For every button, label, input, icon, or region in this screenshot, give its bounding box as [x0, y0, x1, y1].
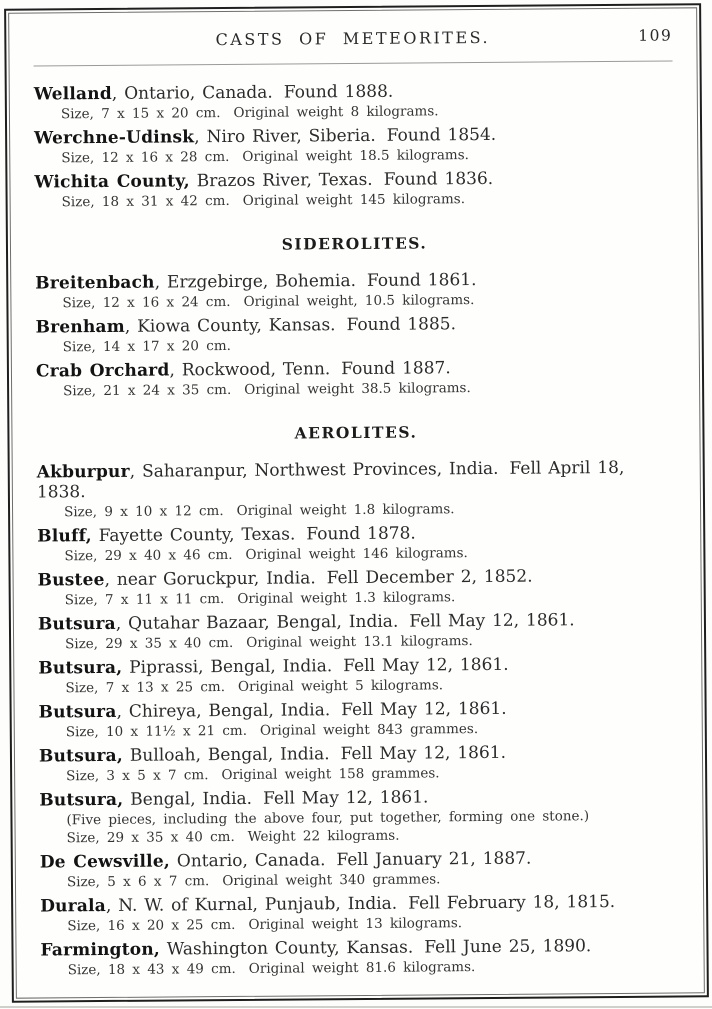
entry-weight: Original weight 18.5 kilograms. — [242, 147, 469, 165]
entry-location: , Kiowa County, Kansas. — [124, 315, 336, 337]
entry-heading-line — [40, 847, 679, 872]
meteorite-entry — [40, 935, 679, 978]
entry-location: , Saharanpur, Northwest Provinces, India. — [129, 458, 499, 482]
entry-heading-line — [39, 697, 678, 722]
entry-date: Fell May 12, 1861. — [340, 742, 507, 765]
entry-detail-line — [66, 763, 678, 784]
entry-date: Fell May 12, 1861. — [409, 610, 575, 632]
entry-location: , Niro River, Siberia. — [194, 125, 376, 148]
entry-weight: Original weight 1.3 kilograms. — [237, 589, 456, 607]
entry-detail-line — [63, 378, 675, 399]
entry-heading-line — [37, 521, 676, 546]
meteorite-entry — [38, 653, 677, 696]
entry-detail-line — [62, 290, 674, 311]
entry-size: Size, 12 x 16 x 24 cm. — [62, 293, 231, 312]
entry-name: Brenham — [35, 316, 125, 338]
entry-heading-line — [37, 457, 676, 502]
entry-heading-line — [34, 80, 673, 105]
entry-name: Butsura — [37, 613, 116, 635]
entry-name: Crab Orchard — [35, 360, 170, 382]
meteorite-entry — [37, 521, 676, 564]
entry-heading-line — [39, 785, 678, 810]
entry-weight: Original weight 1.8 kilograms. — [236, 501, 455, 519]
section-heading-siderolites: SIDEROLITES. — [281, 233, 428, 254]
header-rule — [34, 61, 673, 67]
entry-detail-line — [65, 587, 677, 608]
entry-name: Bustee — [37, 569, 105, 591]
entry-location: , Qutahar Bazaar, Bengal, India. — [115, 611, 399, 634]
meteorite-entry — [36, 356, 675, 399]
entry-date: Fell January 21, 1887. — [336, 848, 532, 871]
entry-weight: Original weight 13.1 kilograms. — [246, 633, 473, 651]
entry-date: Fell May 12, 1861. — [341, 698, 507, 721]
entry-date: Fell May 12, 1861. — [343, 654, 509, 677]
meteorite-entry — [40, 891, 679, 934]
entry-weight: Original weight 8 kilograms. — [233, 103, 439, 121]
entry-weight: Original weight 843 grammes. — [259, 721, 479, 739]
page-number: 109 — [638, 26, 673, 45]
entry-size: Size, 29 x 35 x 40 cm. — [66, 828, 235, 847]
entry-detail-line — [68, 957, 680, 978]
entry-weight: Weight 22 kilograms. — [247, 827, 400, 845]
entry-detail-line — [66, 719, 678, 740]
entry-size: Size, 14 x 17 x 20 cm. — [62, 337, 231, 356]
entry-name: Werchne-Udinsk — [34, 127, 195, 149]
entry-heading-line — [36, 356, 675, 381]
entry-size: Size, 10 x 11½ x 21 cm. — [65, 722, 248, 741]
meteorite-list — [34, 80, 680, 979]
entry-date: Fell February 18, 1815. — [408, 891, 616, 914]
entry-size: Size, 29 x 35 x 40 cm. — [65, 634, 234, 653]
entry-location: , near Goruckpur, India. — [104, 568, 316, 590]
section-heading-aerolites: AEROLITES. — [294, 422, 418, 443]
entry-detail-line — [64, 499, 676, 520]
entry-weight: Original weight 81.6 kilograms. — [248, 959, 476, 977]
entry-weight: Original weight, 10.5 kilograms. — [243, 292, 475, 310]
entry-location: , N. W. of Kurnal, Punjaub, India. — [105, 893, 398, 916]
entry-date: Found 1836. — [383, 168, 494, 190]
entry-detail-line — [61, 102, 673, 123]
entry-heading-line — [36, 312, 675, 337]
entry-location: Piprassi, Bengal, India. — [122, 656, 333, 678]
entry-heading-line — [40, 935, 679, 960]
entry-size: Size, 16 x 20 x 25 cm. — [67, 916, 236, 935]
entry-weight: Original weight 340 grammes. — [222, 871, 441, 890]
entry-detail-line — [65, 675, 677, 696]
page-header — [33, 26, 672, 53]
entry-location: , Ontario, Canada. — [111, 82, 273, 104]
meteorite-entry — [34, 168, 673, 211]
scan-edge — [0, 1006, 712, 1008]
entry-name: Wichita County, — [34, 171, 190, 193]
meteorite-entry — [38, 609, 677, 652]
entry-size: Size, 21 x 24 x 35 cm. — [63, 381, 232, 400]
entry-heading-line — [38, 653, 677, 678]
entry-detail-line — [64, 543, 676, 564]
entry-location: Washington County, Kansas. — [159, 937, 414, 960]
entry-location: Bulloah, Bengal, India. — [122, 744, 330, 766]
entry-date: Found 1887. — [341, 358, 451, 380]
entry-date: Fell December 2, 1852. — [326, 566, 533, 589]
entry-size: Size, 7 x 11 x 11 cm. — [64, 591, 225, 609]
entry-weight: Original weight 13 kilograms. — [248, 915, 463, 933]
meteorite-entry — [39, 785, 678, 846]
entry-location: Fayette County, Texas. — [91, 524, 296, 547]
entry-size: Size, 9 x 10 x 12 cm. — [64, 503, 224, 521]
entry-size: Size, 7 x 15 x 20 cm. — [60, 105, 221, 123]
entry-date: Found 1878. — [306, 523, 416, 545]
entry-weight: Original weight 5 kilograms. — [237, 677, 444, 695]
page-content — [9, 8, 704, 997]
entry-size: Size, 12 x 16 x 28 cm. — [61, 148, 230, 167]
entry-size: Size, 3 x 5 x 7 cm. — [66, 767, 209, 785]
entry-heading-line — [38, 565, 677, 590]
entry-name: Durala — [40, 895, 106, 917]
entry-location: , Chireya, Bengal, India. — [116, 700, 331, 722]
entry-weight: Original weight 38.5 kilograms. — [244, 380, 471, 398]
entry-size: Size, 7 x 13 x 25 cm. — [65, 679, 226, 697]
entry-detail-line — [67, 869, 679, 890]
meteorite-entry — [36, 312, 675, 355]
entry-weight: Original weight 158 grammes. — [221, 765, 440, 784]
entry-weight: Original weight 146 kilograms. — [245, 545, 468, 563]
entry-location: Bengal, India. — [123, 788, 253, 810]
meteorite-entry — [39, 697, 678, 740]
meteorite-entry — [37, 457, 676, 520]
entry-location: , Rockwood, Tenn. — [169, 359, 331, 381]
meteorite-entry — [34, 80, 673, 123]
entry-note: (Five pieces, including the above four, put together, forming one stone.) — [66, 808, 590, 829]
page-border-outer — [4, 3, 709, 1002]
entry-detail-line — [63, 334, 675, 355]
entry-name: Breitenbach — [35, 272, 155, 294]
entry-name: Butsura, — [39, 789, 124, 811]
entry-name: Akburpur — [36, 461, 130, 483]
entry-size: Size, 5 x 6 x 7 cm. — [66, 873, 210, 891]
entry-name: Bluff, — [37, 526, 92, 547]
meteorite-entry — [39, 741, 678, 784]
entry-size: Size, 18 x 31 x 42 cm. — [61, 192, 230, 211]
entry-weight: Original weight 145 kilograms. — [242, 191, 466, 209]
entry-heading-line — [38, 609, 677, 634]
entry-detail-line — [67, 913, 679, 934]
meteorite-entry — [38, 565, 677, 608]
entry-date: Found 1854. — [386, 124, 497, 146]
entry-location: Brazos River, Texas. — [189, 169, 373, 192]
entry-heading-line — [40, 891, 679, 916]
entry-date: Fell April 18, 1838. — [36, 457, 625, 503]
entry-date: Found 1888. — [283, 81, 394, 103]
entry-location: Ontario, Canada. — [169, 850, 326, 872]
meteorite-entry — [35, 268, 674, 311]
entry-name: De Cewsville, — [39, 851, 171, 873]
entry-name: Butsura, — [38, 657, 123, 679]
page-border-inner — [8, 7, 705, 998]
entry-date: Found 1861. — [366, 270, 477, 291]
entry-size: Size, 29 x 40 x 46 cm. — [64, 546, 233, 565]
entry-date: Fell June 25, 1890. — [424, 936, 592, 958]
page-title: CASTS OF METEORITES. — [215, 27, 491, 50]
entry-detail-line — [62, 190, 674, 211]
entry-heading-line — [39, 741, 678, 766]
entry-heading-line — [34, 168, 673, 193]
entry-name: Butsura — [38, 701, 117, 723]
entry-name: Butsura, — [38, 745, 124, 767]
entry-detail-line — [67, 825, 679, 846]
entry-size: Size, 18 x 43 x 49 cm. — [67, 960, 236, 979]
entry-detail-line — [65, 631, 677, 652]
entry-name: Farmington, — [40, 939, 161, 961]
entry-name: Welland — [33, 83, 112, 105]
meteorite-entry — [40, 847, 679, 890]
entry-detail-line — [61, 146, 673, 167]
entry-date: Found 1885. — [346, 314, 457, 336]
entry-date: Fell May 12, 1861. — [262, 787, 429, 809]
meteorite-entry — [34, 124, 673, 167]
entry-location: , Erzgebirge, Bohemia. — [154, 270, 357, 293]
entry-heading-line — [35, 268, 674, 293]
entry-heading-line — [34, 124, 673, 149]
